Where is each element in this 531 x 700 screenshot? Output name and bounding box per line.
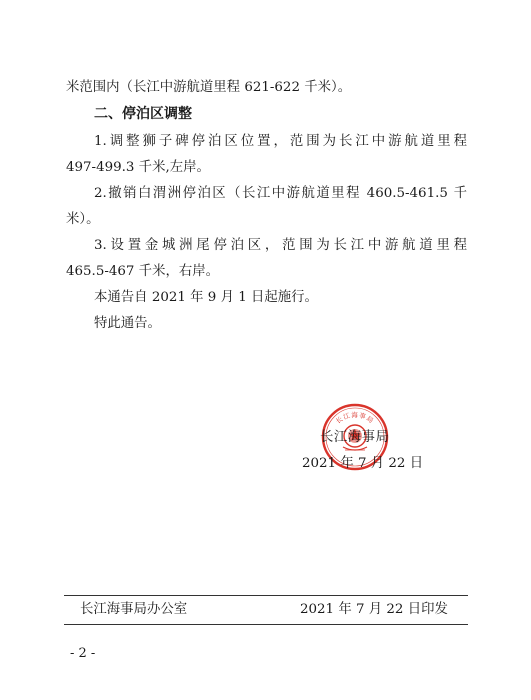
- footer-office: 长江海事局办公室: [80, 602, 188, 617]
- page-number: - 2 -: [70, 646, 96, 661]
- effective-date-line: 本通告自 2021 年 9 月 1 日起施行。: [94, 290, 318, 305]
- body-line-continuation: [0, 78, 531, 98]
- continuation-text: 米范围内（长江中游航道里程 621-622 千米）。: [66, 80, 352, 95]
- footer-rule-bottom: [64, 624, 468, 625]
- signature-date: 2021 年 7 月 22 日: [302, 456, 424, 471]
- item-3-text-a: 3.设置金城洲尾停泊区，范围为长江中游航道里程: [94, 238, 467, 253]
- item-2-line-2: 米）。: [66, 212, 100, 227]
- closing-line: 特此通告。: [94, 316, 161, 331]
- seal-arc-text: 长江海事局: [334, 411, 376, 426]
- section-heading: 二、停泊区调整: [94, 106, 192, 122]
- svg-text:长江海事局: [334, 410, 375, 425]
- item-1-text-a: 1.调整狮子碑停泊区位置，范围为长江中游航道里程: [94, 134, 467, 149]
- item-2-text-a: 2.撤销白渭洲停泊区（长江中游航道里程 460.5-461.5 千: [94, 186, 467, 201]
- item-3-line-2: 465.5-467 千米，右岸。: [66, 264, 220, 279]
- footer-rule-top: [64, 595, 468, 596]
- item-1-line-2: 497-499.3 千米,左岸。: [66, 160, 210, 175]
- footer-print-date: 2021 年 7 月 22 日印发: [300, 602, 448, 617]
- signature-org: 长江海事局: [320, 430, 390, 445]
